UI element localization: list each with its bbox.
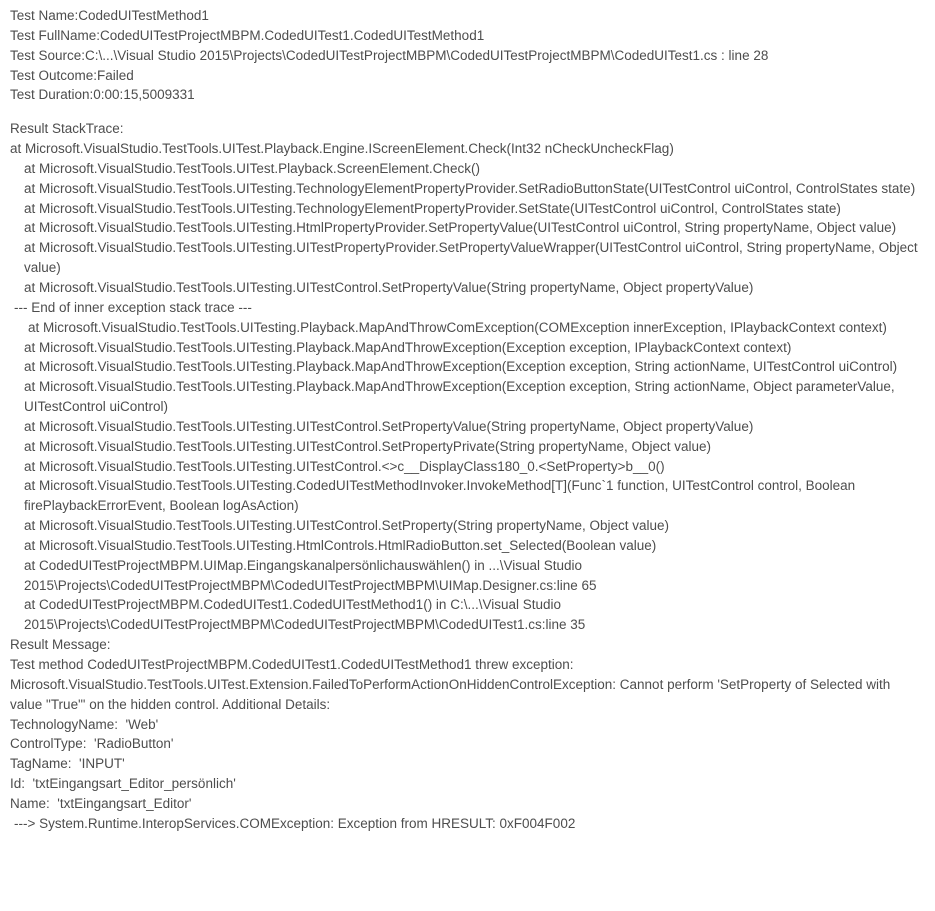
message-detail-technology: TechnologyName: 'Web' [10,716,159,732]
inner-exception-separator: --- End of inner exception stack trace --- [14,299,252,315]
stack-frame: at CodedUITestProjectMBPM.UIMap.Eingangskanalpersönlichauswählen() in ...\Visual Studio 2015\Projects\CodedUITestProjectMBPM\CodedUITestProjectMBPM\UIMap.Designer.cs:line 65 [24,557,597,593]
stack-frame: at Microsoft.VisualStudio.TestTools.UITesting.UITestControl.<>c__DisplayClass180_0.<SetProperty>b__0() [24,458,665,474]
stack-frame: at Microsoft.VisualStudio.TestTools.UITesting.UITestPropertyProvider.SetPropertyValueWrapper(UITestControl uiControl, String propertyName, Object value) [24,240,922,276]
stack-frame: at Microsoft.VisualStudio.TestTools.UITesting.TechnologyElementPropertyProvider.SetState(UITestControl uiControl, ControlStates state) [24,200,841,216]
spacer [10,105,925,119]
message-detail-tagname: TagName: 'INPUT' [10,756,125,772]
stack-frame: at Microsoft.VisualStudio.TestTools.UITest.Playback.Engine.IScreenElement.Check(Int32 nCheckUncheckFlag) [10,141,674,157]
message-detail-name: Name: 'txtEingangsart_Editor' [10,795,192,811]
message-inner-exception: ---> System.Runtime.InteropServices.COMException: Exception from HRESULT: 0xF004F002 [14,815,576,831]
stack-frame: at Microsoft.VisualStudio.TestTools.UITesting.Playback.MapAndThrowException(Exception exception, String actionName, UITestControl uiControl) [24,359,898,375]
message-block [10,635,925,833]
stacktrace-block [10,119,925,635]
message-detail-id: Id: 'txtEingangsart_Editor_persönlich' [10,776,236,792]
test-duration-line: Test Duration:0:00:15,5009331 [10,87,195,103]
test-source-line: Test Source:C:\...\Visual Studio 2015\Projects\CodedUITestProjectMBPM\CodedUITestProjectMBPM\CodedUITest1.cs : line 28 [10,47,769,63]
stack-frame: at Microsoft.VisualStudio.TestTools.UITesting.CodedUITestMethodInvoker.InvokeMethod[T](Func`1 function, UITestControl control, Boolean firePlaybackErrorEvent, Boolean logAsAction) [24,478,859,514]
stacktrace-label: Result StackTrace: [10,121,124,137]
stack-frame: at Microsoft.VisualStudio.TestTools.UITesting.UITestControl.SetPropertyValue(String propertyName, Object propertyValue) [24,279,754,295]
test-outcome-line: Test Outcome:Failed [10,67,134,83]
test-summary-block [10,6,925,105]
stack-frame: at Microsoft.VisualStudio.TestTools.UITesting.UITestControl.SetPropertyPrivate(String propertyName, Object value) [24,438,712,454]
stack-frame: at Microsoft.VisualStudio.TestTools.UITesting.Playback.MapAndThrowException(Exception exception, String actionName, Object parameterValue, UITestControl uiControl) [24,379,899,415]
stack-frame: at Microsoft.VisualStudio.TestTools.UITesting.HtmlPropertyProvider.SetPropertyValue(UITestControl uiControl, String propertyName, Object value) [24,220,897,236]
stack-frame: at Microsoft.VisualStudio.TestTools.UITesting.Playback.MapAndThrowComException(COMException innerException, IPlaybackContext context) [28,319,887,335]
message-detail-controltype: ControlType: 'RadioButton' [10,736,174,752]
stack-frame: at Microsoft.VisualStudio.TestTools.UITesting.TechnologyElementPropertyProvider.SetRadioButtonState(UITestControl uiControl, ControlStates state) [24,180,916,196]
message-label: Result Message: [10,637,111,653]
stack-frame: at Microsoft.VisualStudio.TestTools.UITesting.HtmlControls.HtmlRadioButton.set_Selected(Boolean value) [24,537,657,553]
stack-frame: at CodedUITestProjectMBPM.CodedUITest1.CodedUITestMethod1() in C:\...\Visual Studio 2015\Projects\CodedUITestProjectMBPM\CodedUITestProjectMBPM\CodedUITest1.cs:line 35 [24,597,586,633]
message-line: Microsoft.VisualStudio.TestTools.UITest.Extension.FailedToPerformActionOnHiddenControlException: Cannot perform 'SetProperty of Selected with value "True"' on the hidden control. Additional Details: [10,676,895,712]
stack-frame: at Microsoft.VisualStudio.TestTools.UITesting.Playback.MapAndThrowException(Exception exception, IPlaybackContext context) [24,339,792,355]
stack-frame: at Microsoft.VisualStudio.TestTools.UITesting.UITestControl.SetProperty(String propertyName, Object value) [24,518,670,534]
test-name-line: Test Name:CodedUITestMethod1 [10,8,209,23]
stack-frame: at Microsoft.VisualStudio.TestTools.UITesting.UITestControl.SetPropertyValue(String propertyName, Object propertyValue) [24,418,754,434]
message-line: Test method CodedUITestProjectMBPM.CodedUITest1.CodedUITestMethod1 threw exception: [10,657,574,672]
stack-frame: at Microsoft.VisualStudio.TestTools.UITest.Playback.ScreenElement.Check() [24,160,480,176]
test-fullname-line: Test FullName:CodedUITestProjectMBPM.CodedUITest1.CodedUITestMethod1 [10,27,485,43]
